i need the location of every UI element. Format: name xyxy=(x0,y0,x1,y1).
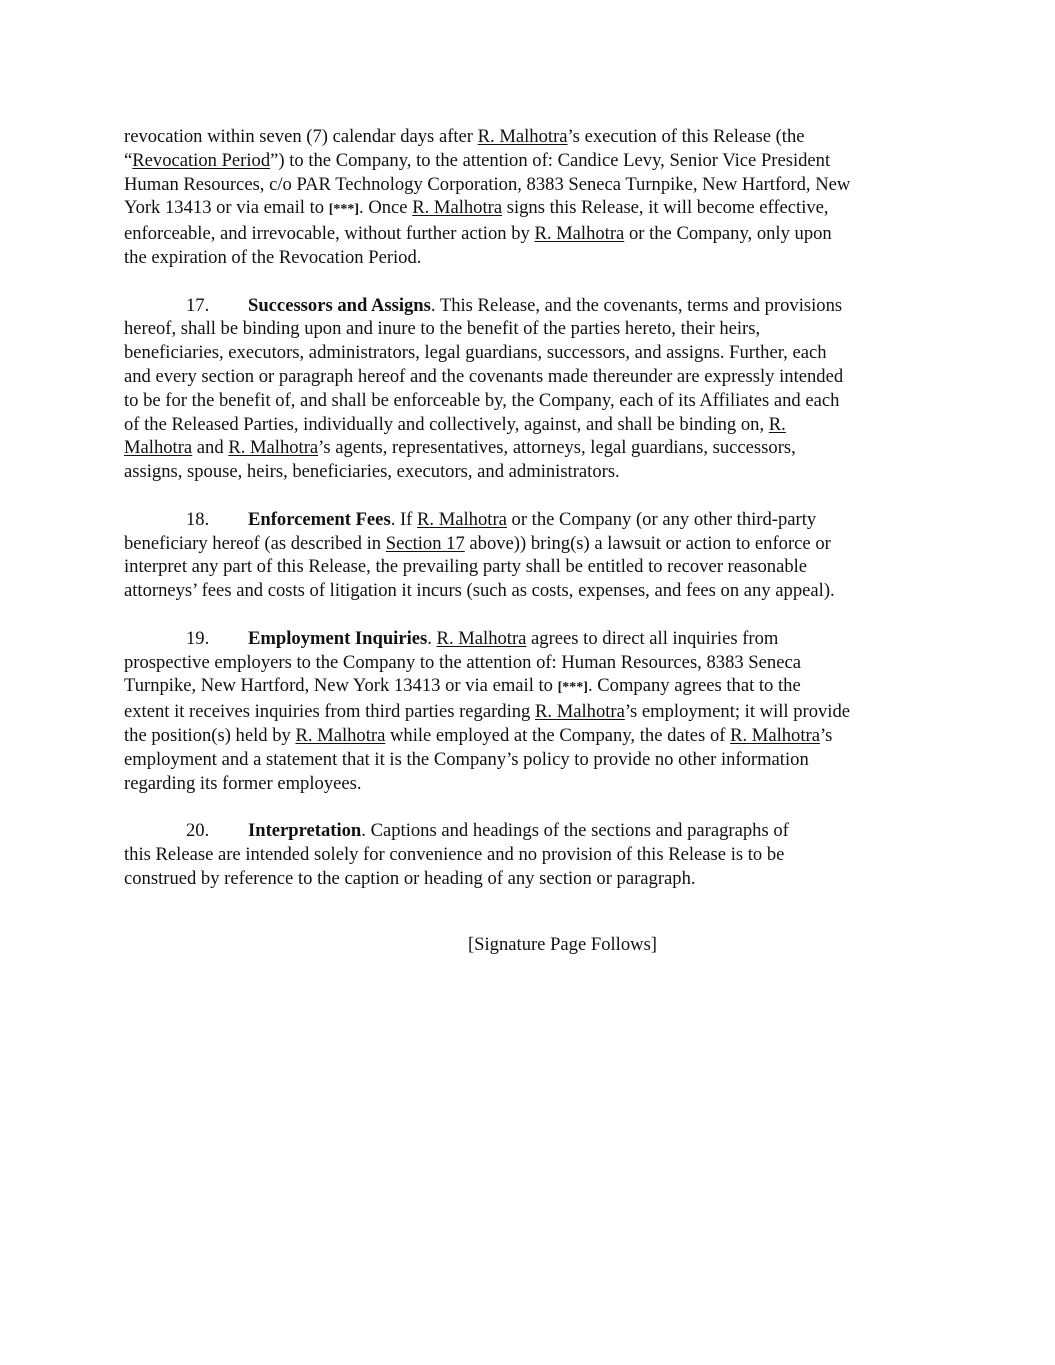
text: extent it receives inquiries from third parties regarding xyxy=(124,701,535,723)
defined-term-revocation-period: Revocation Period xyxy=(132,149,271,171)
text: or the Company, only upon xyxy=(624,223,832,245)
section-heading: Employment Inquiries xyxy=(248,627,428,649)
text: while employed at the Company, the dates of xyxy=(385,724,731,746)
text: . xyxy=(427,627,437,649)
text: above)) bring(s) a lawsuit or action to enforce or xyxy=(464,532,831,554)
text: . Captions and headings of the sections and paragraphs of xyxy=(361,820,789,842)
text: and xyxy=(192,437,229,459)
redacted-email: [***] xyxy=(328,202,360,218)
section-heading: Successors and Assigns xyxy=(248,294,431,316)
text: ’s employment; it will provide xyxy=(624,701,851,723)
party-name: R. Malhotra xyxy=(730,724,820,746)
text: enforceable, and irrevocable, without further action by xyxy=(124,223,535,245)
section-number: 17. xyxy=(186,294,210,316)
text: . Once xyxy=(359,197,413,219)
text: interpret any part of this Release, the prevailing party shall be entitled to recover reasonable xyxy=(124,556,808,578)
text: hereof, shall be binding upon and inure to the benefit of the parties hereto, their heirs, xyxy=(124,318,761,340)
text: . If xyxy=(390,508,418,530)
section-20 xyxy=(124,819,939,890)
party-name: R. Malhotra xyxy=(477,126,568,147)
party-name: R. Malhotra xyxy=(534,223,625,245)
text: the position(s) held by xyxy=(124,724,296,746)
text: Human Resources, c/o PAR Technology Corporation, 8383 Seneca Turnpike, New Hartford, New xyxy=(124,173,851,195)
section-18 xyxy=(124,508,939,603)
text: ”) to the Company, to the attention of: Candice Levy, Senior Vice President xyxy=(270,149,831,171)
text: the expiration of the Revocation Period. xyxy=(124,246,422,268)
section-heading: Interpretation xyxy=(248,820,362,842)
text: “ xyxy=(124,149,133,171)
text: ’s xyxy=(819,724,833,746)
party-name: R. Malhotra xyxy=(412,197,503,219)
party-name: R. Malhotra xyxy=(436,627,527,649)
text: assigns, spouse, heirs, beneficiaries, executors, and administrators. xyxy=(124,461,620,483)
text: signs this Release, it will become effective, xyxy=(502,197,829,219)
document-body xyxy=(124,125,939,914)
section-number: 20. xyxy=(186,820,210,842)
section-number: 18. xyxy=(186,508,210,530)
text: construed by reference to the caption or heading of any section or paragraph. xyxy=(124,867,696,889)
text: . Company agrees that to the xyxy=(587,675,801,697)
section-17 xyxy=(124,294,939,484)
party-name: R. Malhotra xyxy=(417,508,507,530)
party-name: R. Malhotra xyxy=(535,701,625,723)
text: beneficiaries, executors, administrators, legal guardians, successors, and assigns. Further, each xyxy=(124,342,827,364)
text: . This Release, and the covenants, terms and provisions xyxy=(430,294,843,316)
text: prospective employers to the Company to the attention of: Human Resources, 8383 Seneca xyxy=(124,651,801,673)
text: to be for the benefit of, and shall be enforceable by, the Company, each of its Affiliates and each xyxy=(124,389,840,411)
text: Turnpike, New Hartford, New York 13413 or via email to xyxy=(124,675,558,697)
text: and every section or paragraph hereof and the covenants made thereunder are expressly intended xyxy=(124,365,844,387)
text: of the Released Parties, individually and collectively, against, and shall be binding on, xyxy=(124,413,769,435)
section-19 xyxy=(124,627,939,796)
party-name: Malhotra xyxy=(124,437,193,459)
party-name: R. Malhotra xyxy=(228,437,319,459)
section-heading: Enforcement Fees xyxy=(248,508,391,530)
text: beneficiary hereof (as described in xyxy=(124,532,386,554)
signature-page-note: [Signature Page Follows] xyxy=(467,934,657,955)
party-name: R. Malhotra xyxy=(295,724,386,746)
text: attorneys’ fees and costs of litigation it incurs (such as costs, expenses, and fees on any appeal). xyxy=(124,580,835,602)
text: ’s agents, representatives, attorneys, legal guardians, successors, xyxy=(318,437,796,459)
text: regarding its former employees. xyxy=(124,772,362,794)
text: York 13413 or via email to xyxy=(124,197,329,219)
section-number: 19. xyxy=(186,627,210,649)
text: agrees to direct all inquiries from xyxy=(526,627,779,649)
text: this Release are intended solely for convenience and no provision of this Release is to be xyxy=(124,843,785,865)
section-reference: Section 17 xyxy=(385,532,465,554)
text: ’s execution of this Release (the xyxy=(567,126,805,147)
text: revocation within seven (7) calendar days after xyxy=(124,126,478,147)
text: employment and a statement that it is the Company’s policy to provide no other information xyxy=(124,748,809,770)
redacted-email: [***] xyxy=(557,680,588,696)
paragraph-16-continuation xyxy=(124,125,939,270)
party-name: R. xyxy=(768,413,786,435)
text: or the Company (or any other third-party xyxy=(506,508,817,530)
